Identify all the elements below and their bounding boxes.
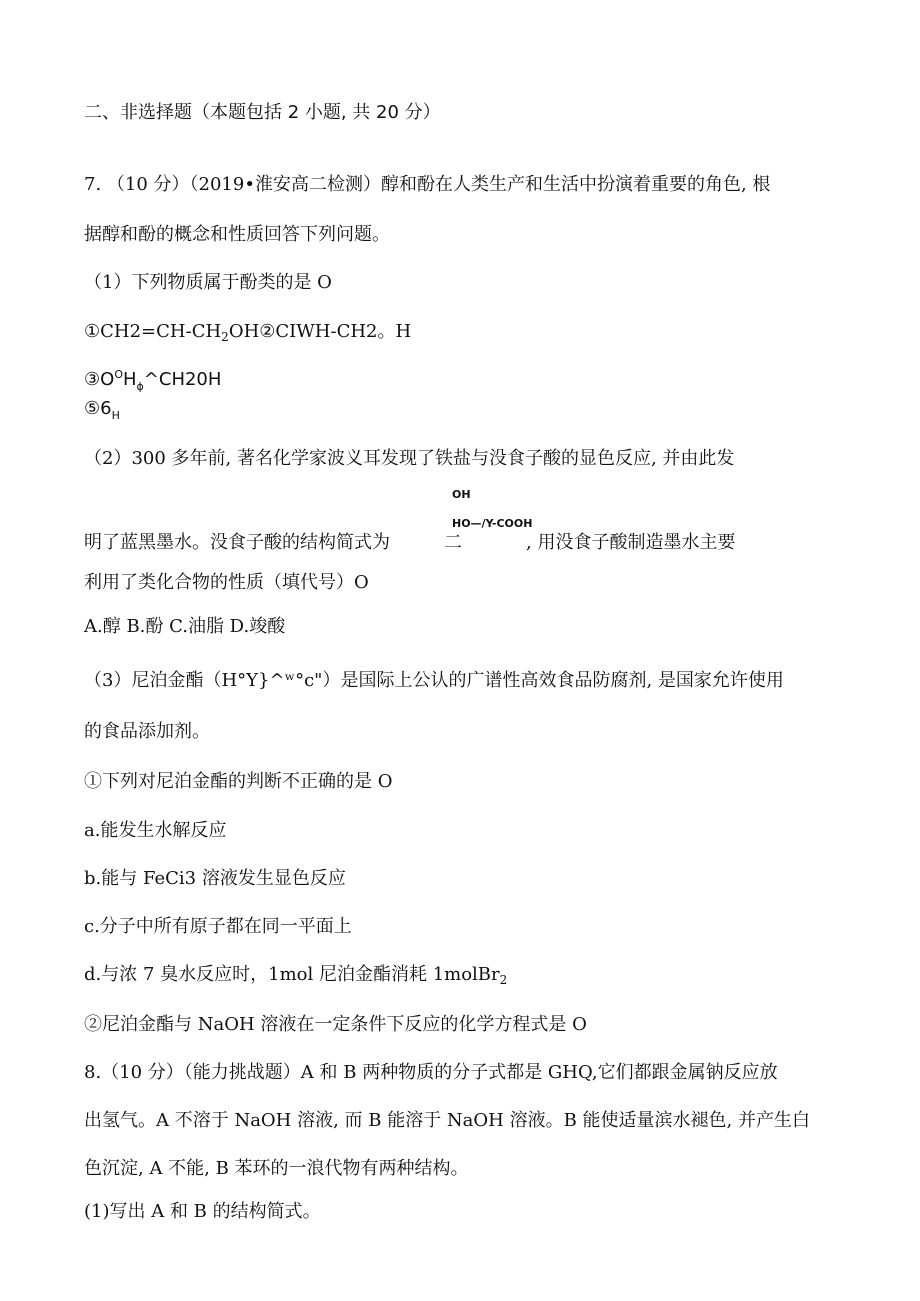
option3-text: ^CH20H bbox=[143, 369, 222, 390]
gallic-acid-structure-fragment: 二 bbox=[444, 532, 462, 553]
q7-part1-option3 bbox=[84, 364, 221, 398]
option3-text: ③O bbox=[84, 369, 115, 390]
option-text: ①CH2=CH-CH bbox=[84, 321, 222, 342]
q7-part2-line2 bbox=[84, 532, 735, 554]
gallic-acid-structure-oh: OH bbox=[452, 488, 471, 501]
q7-part1-option5 bbox=[84, 398, 120, 427]
q8-part1: (1)写出 A 和 B 的结构简式。 bbox=[84, 1201, 321, 1222]
q7-part3-sub2: ②尼泊金酯与 NaOH 溶液在一定条件下反应的化学方程式是 O bbox=[84, 1014, 587, 1035]
q7-part1-options-line1 bbox=[84, 321, 411, 348]
line-text: , 用没食子酸制造墨水主要 bbox=[526, 532, 736, 553]
q8-line3: 色沉淀, A 不能, B 苯环的一浪代物有两种结构。 bbox=[84, 1158, 469, 1179]
q8-line1: 8.（10 分）（能力挑战题）A 和 B 两种物质的分子式都是 GHQ,它们都跟金属钠反应放 bbox=[84, 1062, 778, 1083]
q7-part2-choices: A.醇 B.酚 C.油脂 D.竣酸 bbox=[84, 616, 286, 637]
q7-intro-line2: 据醇和酚的概念和性质回答下列问题。 bbox=[84, 224, 390, 245]
q7-part3-line1: （3）尼泊金酯（H°Y}^ʷ°c"）是国际上公认的广谱性高效食品防腐剂, 是国家允许使用 bbox=[84, 670, 784, 691]
subscript: 2 bbox=[499, 973, 508, 987]
option3-text: H bbox=[122, 369, 137, 390]
q7-part1-prompt: （1）下列物质属于酚类的是 O bbox=[84, 272, 332, 293]
line-text: 明了蓝黑墨水。没食子酸的结构简式为 bbox=[84, 532, 390, 553]
q7-part3-option-d bbox=[84, 964, 507, 991]
gallic-acid-structure-main: HO—/Y-COOH bbox=[452, 517, 533, 530]
option5-text: ⑤6 bbox=[84, 398, 112, 419]
option-text: OH②CIWH-CH2。H bbox=[228, 321, 412, 342]
q7-part3-line2: 的食品添加剂。 bbox=[84, 721, 210, 742]
option-d-text: d.与浓 7 臭水反应时，1mol 尼泊金酯消耗 1molBr bbox=[84, 964, 500, 985]
q7-part3-option-c: c.分子中所有原子都在同一平面上 bbox=[84, 916, 352, 937]
subscript: H bbox=[111, 409, 120, 422]
q7-part3-option-a: a.能发生水解反应 bbox=[84, 820, 227, 841]
q7-part2-line1: （2）300 多年前, 著名化学家波义耳发现了铁盐与没食子酸的显色反应, 并由此发 bbox=[84, 448, 735, 469]
q7-intro-line1: 7. （10 分）（2019•淮安高二检测）醇和酚在人类生产和生活中扮演着重要的角色, 根 bbox=[84, 174, 771, 195]
superscript: O bbox=[114, 368, 123, 381]
q8-line2: 出氢气。A 不溶于 NaOH 溶液, 而 B 能溶于 NaOH 溶液。B 能使适量滨水褪色, 并产生白 bbox=[84, 1110, 810, 1131]
q7-part3-option-b: b.能与 FeCi3 溶液发生显色反应 bbox=[84, 868, 346, 889]
subscript: 2 bbox=[221, 330, 229, 344]
q7-part3-sub1: ①下列对尼泊金酯的判断不正确的是 O bbox=[84, 771, 393, 792]
subscript: ϕ bbox=[136, 380, 144, 393]
section-heading: 二、非选择题（本题包括 2 小题, 共 20 分） bbox=[84, 102, 441, 123]
q7-part2-line3: 利用了类化合物的性质（填代号）O bbox=[84, 572, 369, 593]
